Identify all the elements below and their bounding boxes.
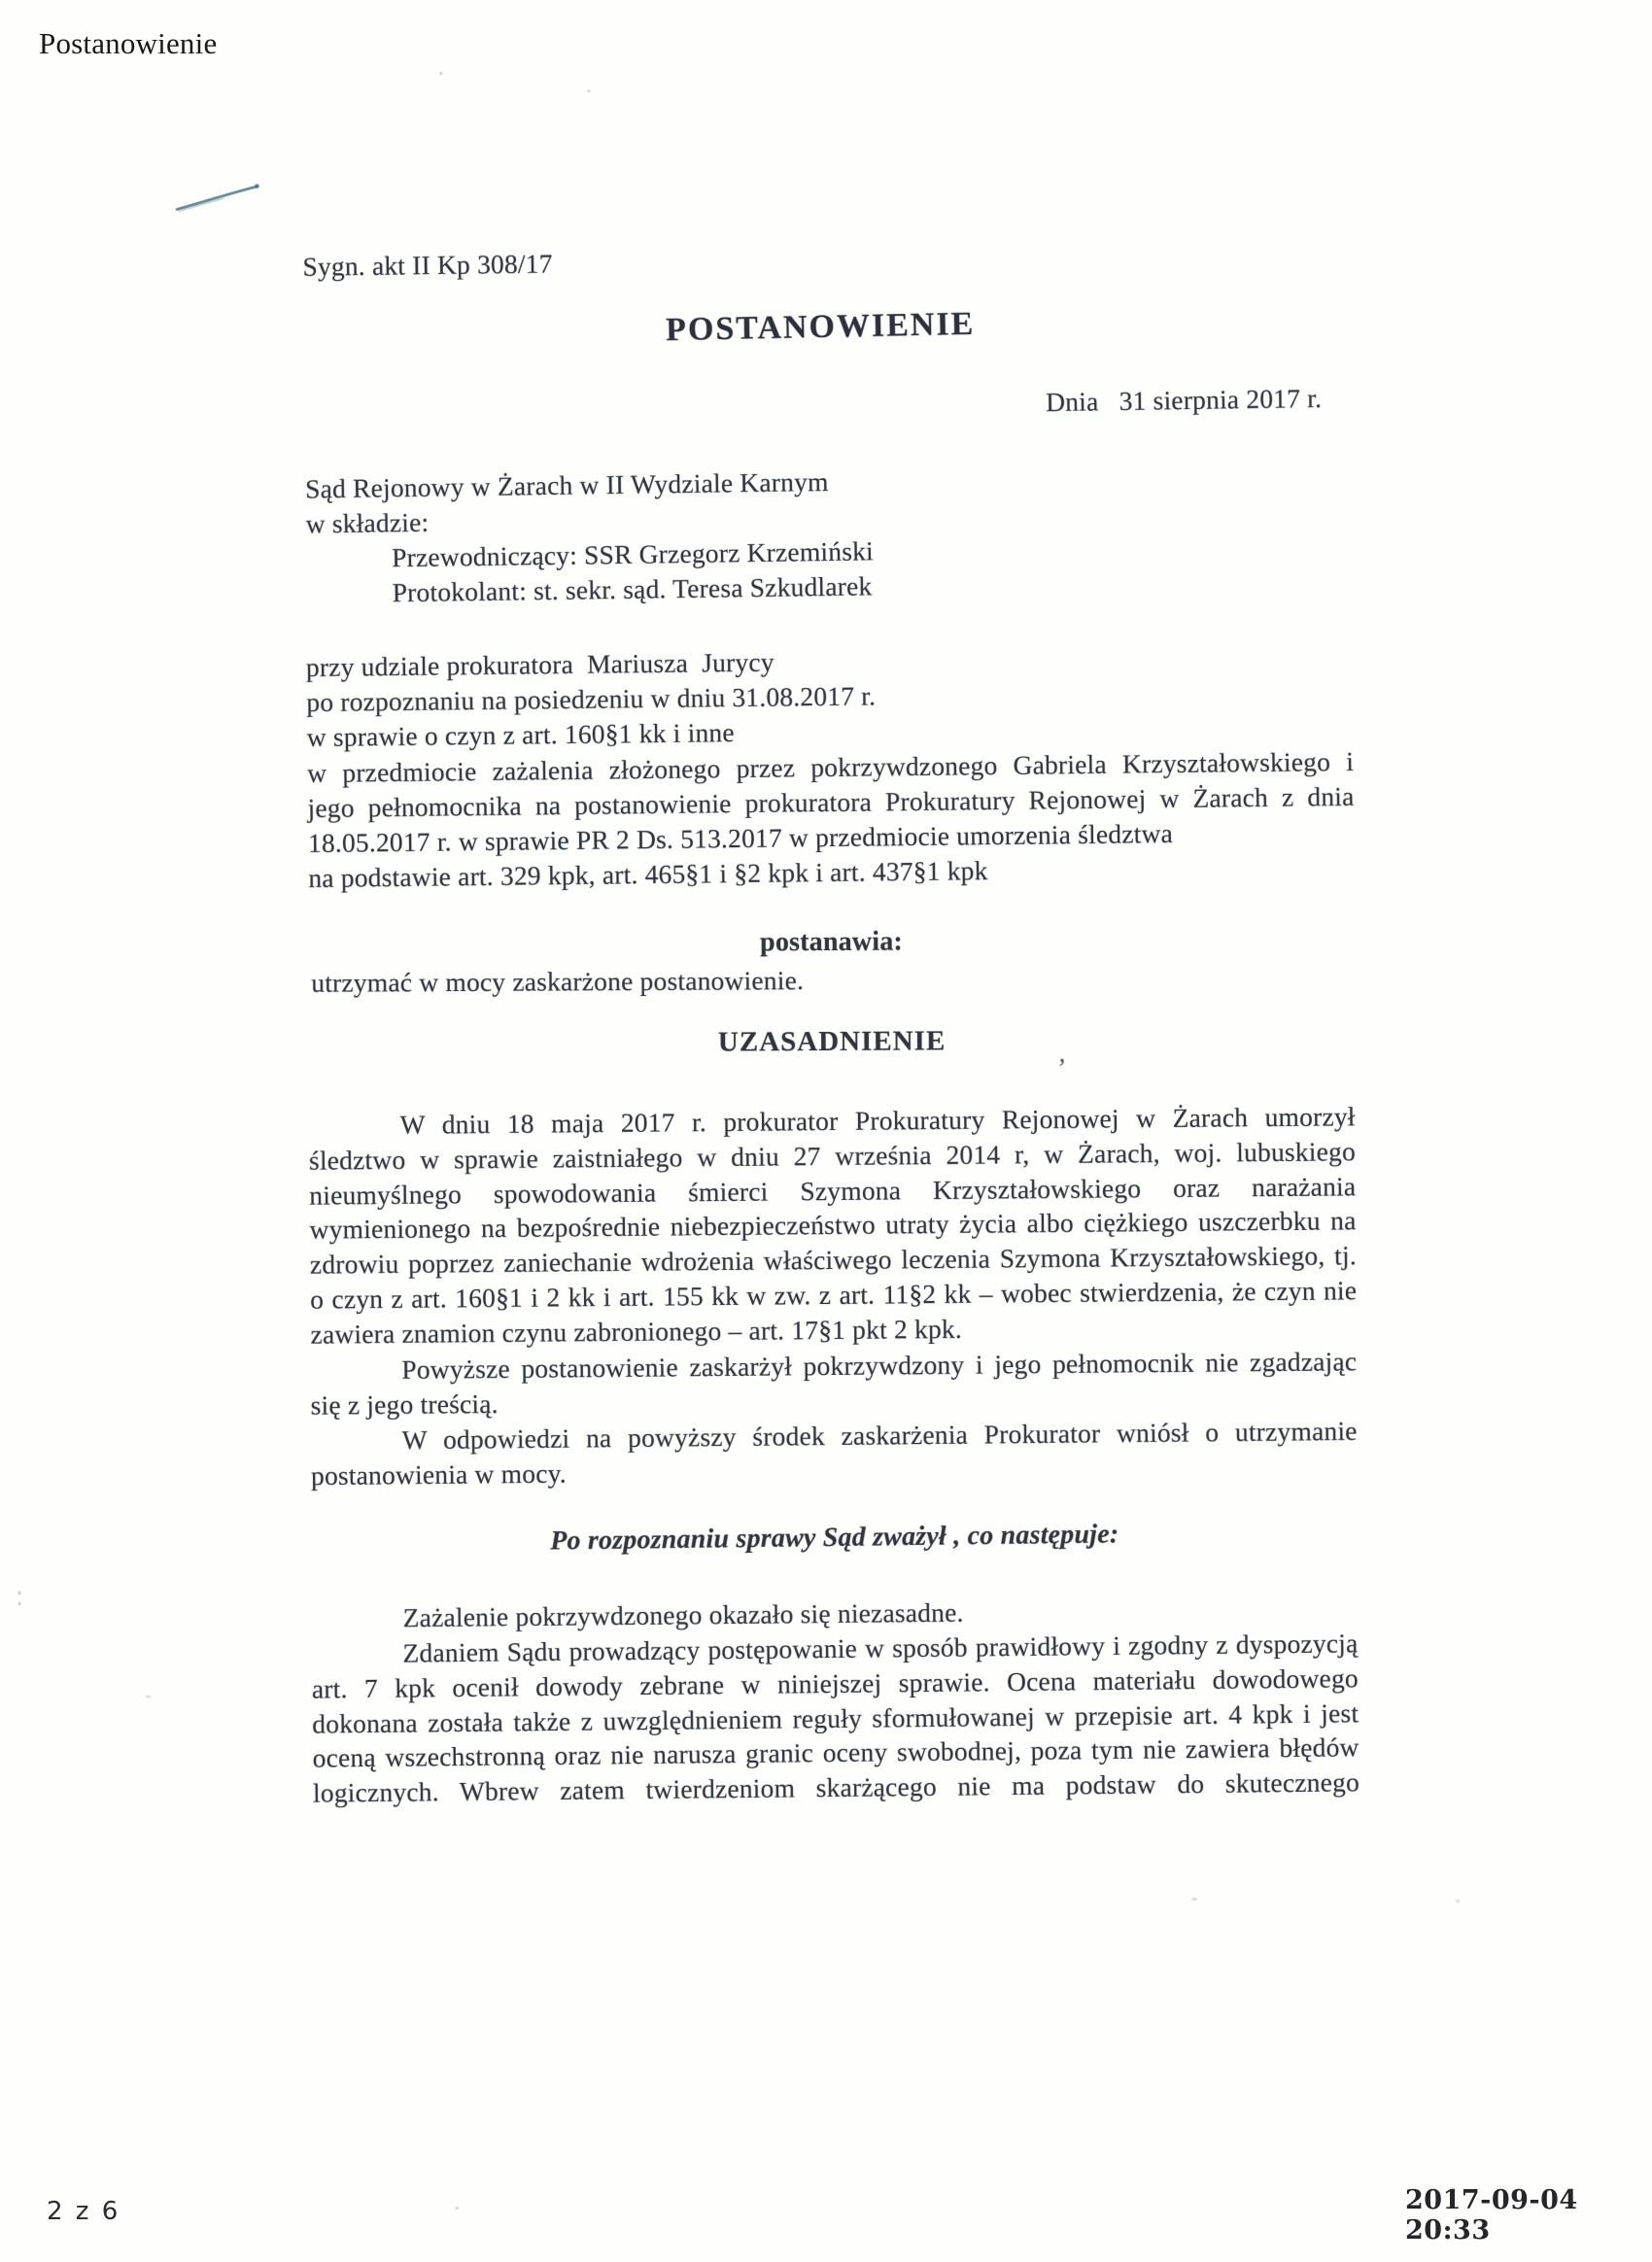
composition-label: w składzie: (305, 506, 430, 539)
preamble-line: po rozpoznaniu na posiedzeniu w dniu 31.08.2017 r. (306, 680, 877, 718)
preamble-line: w sprawie o czyn z art. 160§1 kk i inne (306, 717, 735, 753)
date-line: Dnia 31 sierpnia 2017 r. (1045, 382, 1323, 418)
scan-speck (146, 1696, 151, 1698)
operative-heading: postanawia: (760, 926, 904, 958)
window-title: Postanowienie (39, 26, 218, 60)
pen-stroke-mark (173, 181, 264, 216)
preamble-line: w przedmiocie zażalenia złożonego przez pokrzywdzonego Gabriela Krzyształowskiego i (306, 745, 1355, 788)
paragraph-line: logicznych. Wbrew zatem twierdzeniom skarżącego nie ma podstaw do skutecznego (312, 1766, 1360, 1808)
justification-paragraph (310, 1344, 1358, 1422)
paragraph-line: dokonana została także z uwzględnieniem reguły sformułowanej w przepisie art. 4 kpk i jest (312, 1696, 1359, 1739)
scan-speck (1456, 1900, 1460, 1903)
paragraph-line: oceną wszechstronną oraz nie narusza granic oceny swobodnej, poza tym nie zawiera błędów (312, 1731, 1359, 1773)
paragraph-line: zdrowiu poprzez zaniechanie wdrożenia właściwego leczenia Szymona Krzyształowskiego, tj. (309, 1240, 1358, 1280)
preamble-line: przy udziale prokuratora Mariusza Jurycy (305, 646, 774, 683)
print-timestamp: 2017-09-04 20:33 (1405, 2185, 1578, 2245)
paragraph-line: postanowienia w mocy. (310, 1457, 568, 1491)
paragraph-line: o czyn z art. 160§1 i 2 kk i art. 155 kk w zw. z art. 11§2 kk – wobec stwierdzenia, że czyn nie (310, 1275, 1358, 1315)
scan-comma-artifact: , (1058, 1038, 1066, 1068)
paragraph-line: śledztwo w sprawie zaistniałego w dniu 27 września 2014 r, w Żarach, woj. lubuskiego (308, 1136, 1357, 1176)
court-composition-block (305, 457, 1354, 611)
paragraph-line: zawiera znamion czynu zabronionego – art. 17§1 pkt 2 kpk. (310, 1313, 963, 1350)
paragraph-line: wymienionego na bezpośrednie niebezpieczeństwo utraty życia albo ciężkiego uszczerbku na (309, 1205, 1357, 1246)
court-consideration-subheading: Po rozpoznaniu sprawy Sąd zważył , co następuje: (549, 1519, 1119, 1557)
paragraph-line: W dniu 18 maja 2017 r. prokurator Prokuratury Rejonowej w Żarach umorzył (399, 1101, 1356, 1140)
preamble-line: jego pełnomocnika na postanowienie prokuratora Prokuratury Rejonowej w Żarach z dnia (307, 780, 1355, 823)
scan-speck (456, 2207, 459, 2210)
scan-speck (587, 89, 590, 92)
paragraph-line: art. 7 kpk ocenił dowody zebrane w niniejszej sprawie. Ocena materiału dowodowego (311, 1662, 1359, 1704)
preamble-line: 18.05.2017 r. w sprawie PR 2 Ds. 513.2017 w przedmiocie umorzenia śledztwa (307, 817, 1174, 859)
justification-paragraph (309, 1099, 1358, 1352)
paragraph-line: Zdaniem Sądu prowadzący postępowanie w sposób prawidłowy i zgodny z dyspozycją (402, 1628, 1359, 1668)
scan-speck (1191, 1898, 1197, 1901)
justification-paragraph (311, 1626, 1359, 1810)
recorder-line: Protokolant: st. sekr. sąd. Teresa Szkudlarek (392, 570, 873, 608)
document-title: POSTANOWIENIE (665, 305, 976, 349)
preamble-block (306, 638, 1356, 897)
scan-speck (439, 72, 442, 75)
scan-speck (18, 1601, 21, 1605)
court-name: Sąd Rejonowy w Żarach w II Wydziale Karnym (304, 465, 829, 504)
preamble-line: na podstawie art. 329 kpk, art. 465§1 i §2 kpk i art. 437§1 kpk (308, 855, 988, 894)
page-indicator: 2 z 6 (47, 2197, 120, 2226)
paragraph-line: Zażalenie pokrzywdzonego okazało się niezasadne. (402, 1596, 964, 1633)
paragraph-line: się z jego treścią. (310, 1388, 499, 1421)
paragraph-line: nieumyślnego spowodowania śmierci Szymona Krzyształowskiego oraz narażania (309, 1170, 1357, 1211)
justification-heading: UZASADNIENIE (717, 1025, 946, 1058)
paragraph-line: W odpowiedzi na powyższy środek zaskarżenia Prokurator wniósł o utrzymanie (401, 1415, 1358, 1456)
justification-paragraph (310, 1414, 1358, 1493)
paragraph-line: Powyższe postanowienie zaskarżył pokrzywdzony i jego pełnomocnik nie zgadzając (401, 1346, 1358, 1385)
case-reference: Sygn. akt II Kp 308/17 (302, 248, 553, 282)
chairman-line: Przewodniczący: SSR Grzegorz Krzemiński (391, 535, 875, 573)
operative-text: utrzymać w mocy zaskarżone postanowienie. (311, 965, 805, 998)
scan-speck (18, 1591, 21, 1594)
